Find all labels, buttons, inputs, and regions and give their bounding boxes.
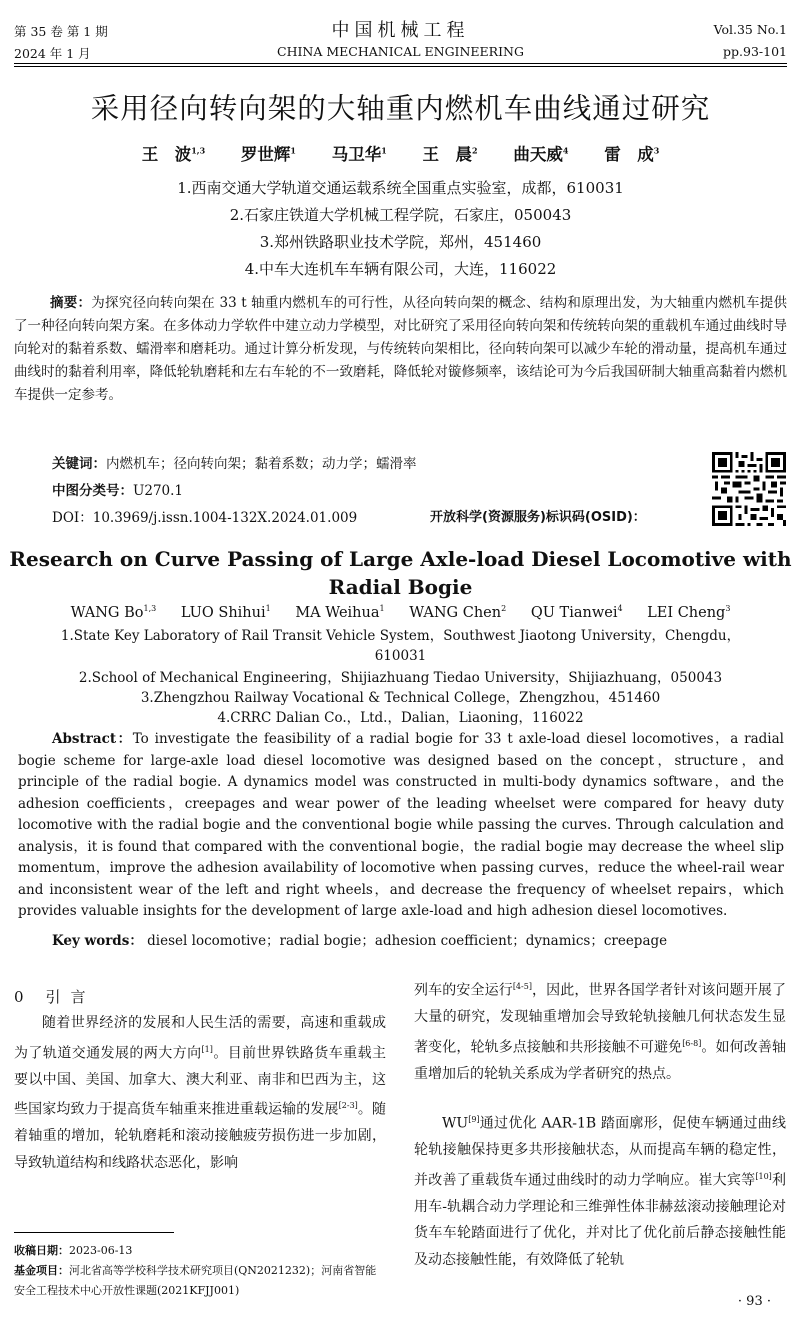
header-date-cn: 2024 年 1 月 [14,46,91,61]
author-en: WANG Chen$^2$ [409,604,507,621]
author-cn: 王 晨$^2$ [422,145,478,164]
affiliation-en: 4.CRRC Dalian Co.，Ltd.，Dalian，Liaoning，116022 [217,710,584,726]
received-date: 收稿日期：2023-06-13 [14,1244,133,1257]
author-en: LEI Cheng$^3$ [647,604,731,621]
paper-title-en: Research on Curve Passing of Large Axle-load Diesel Locomotive with Radial Bogie [9,547,792,599]
section-heading: 0 引言 [14,988,96,1006]
affiliation-en: 3.Zhengzhou Railway Vocational & Technical College，Zhengzhou，451460 [140,690,661,706]
osid-label: 开放科学(资源服务)标识码(OSID)： [430,510,646,525]
abstract-en-text: To investigate the feasibility of a radial bogie for 33 t axle-load diesel locomotives，a radial bogie scheme for large-axle load diesel locomotive was designed based on the concept，structure，and principle of the radial bogie. A dynamics model was constructed in multi-body dynamics software，and the adhesion coefficients，creepages and wear power of the leading wheelset were compared for heavy duty locomotive with the radial bogie and the conventional bogie while passing the curves. Through calculation and analysis，it is found that compared with the conventional bogie，the radial bogie may decrease the wheel slip momentum，improve the adhesion availability of locomotive when passing curves，reduce the wheel-rail wear and inconsistent wear of the left and right wheels，and decrease the frequency of wheelset repairs，which provides valuable insights for the development of large axle-load and high adhesion diesel locomotives. [18,731,784,919]
author-cn: 雷 成$^3$ [604,145,660,164]
header-rule-bottom [14,66,787,67]
body-paragraph: 随着世界经济的发展和人民生活的需要，高速和重载成为了轨道交通发展的两大方向[1]。目前世界铁路货车重载主要以中国、美国、加拿大、澳大利亚、南非和巴西为主，这些国家均致力于提高货车轴重来推进重载运输的发展[2-3]。随着轴重的增加，轮轨磨耗和滚动接触疲劳损伤进一步加剧，导致轨道结构和线路状态恶化，影响 [14,1015,387,1171]
author-cn: 曲天威$^4$ [513,145,569,164]
header-volume-cn: 第 35 卷 第 1 期 [14,24,108,39]
affiliation-cn: 3.郑州铁路职业技术学院，郑州，451460 [259,233,542,251]
keywords-cn: 关键词：内燃机车；径向转向架；黏着系数；动力学；蠕滑率 [52,456,417,472]
author-cn: 罗世辉$^1$ [240,145,296,164]
header-rule-top [14,63,787,64]
author-en: LUO Shihui$^1$ [180,604,271,621]
keywords-en: Key words： diesel locomotive；radial bogie；adhesion coefficient；dynamics；creepage [52,933,668,949]
authors-cn [0,141,801,165]
affiliation-en: 2.School of Mechanical Engineering，Shijiazhuang Tiedao University，Shijiazhuang，050043 [78,670,723,686]
author-en: MA Weihua$^1$ [295,604,385,621]
affiliation-cn: 4.中车大连机车车辆有限公司，大连，116022 [244,260,557,278]
abstract-cn [14,292,787,407]
abstract-en-label: Abstract： [52,731,133,747]
author-cn: 马卫华$^1$ [331,145,387,164]
authors-en [0,604,801,621]
body-paragraph: WU[9]通过优化 AAR-1B 踏面廓形，促使车辆通过曲线轮轨接触保持更多共形接触状态，从而提高车辆的稳定性，并改善了重载货车通过曲线时的动力学响应。崔大宾等[10]利用车-轨耦合动力学理论和三维弹性体非赫兹滚动接触理论对货车车轮踏面进行了优化，并对比了优化前后静态接触性能及动态接触性能，有效降低了轮轨 [414,1115,787,1268]
footnote-rule [14,1232,174,1233]
abstract-cn-label: 摘要： [50,295,92,311]
page-number: · 93 · [737,1294,771,1309]
author-en: WANG Bo$^{1,3}$ [70,604,157,621]
affiliation-cn: 1.西南交通大学轨道交通运载系统全国重点实验室，成都，610031 [177,179,624,197]
body-paragraph: 列车的安全运行[4-5]，因此，世界各国学者针对该问题开展了大量的研究，发现轴重增加会导致轮轨接触几何状态发生显著变化，轮轨多点接触和共形接触不可避免[6-8]。如何改善轴重增加后的轮轨关系成为学者研究的热点。 [414,982,787,1082]
author-cn: 王 波$^{1,3}$ [141,145,206,164]
header-volume-en: Vol.35 No.1 [713,22,787,37]
journal-name-cn: 中国机械工程 [331,20,470,41]
affiliation-cn: 2.石家庄铁道大学机械工程学院，石家庄，050043 [229,206,572,224]
abstract-en [18,729,784,923]
abstract-cn-text: 为探究径向转向架在 33 t 轴重内燃机车的可行性，从径向转向架的概念、结构和原理出发，为大轴重内燃机车提供了一种径向转向架方案。在多体动力学软件中建立动力学模型，对比研究了采用径向转向架和传统转向架的重载机车通过曲线时导向轮对的黏着系数、蠕滑率和磨耗功。通过计算分析发现，与传统转向架相比，径向转向架可以减少车轮的滑动量，提高机车通过曲线时的黏着利用率，降低轮轨磨耗和左右车轮的不一致磨耗，降低轮对镟修频率，该结论可为今后我国研制大轴重高黏着内燃机车提供一定参考。 [14,295,788,403]
fund-info: 基金项目：河北省高等学校科学技术研究项目(QN2021232)；河南省智能安全工程技术中心开放性课题(2021KFJJ001) [14,1264,377,1297]
journal-name-en: CHINA MECHANICAL ENGINEERING [277,44,524,59]
qr-code-icon[interactable] [712,452,786,526]
header-pages: pp.93-101 [723,44,787,59]
paper-title-cn: 采用径向转向架的大轴重内燃机车曲线通过研究 [90,92,711,125]
affiliation-en: 1.State Key Laboratory of Rail Transit Vehicle System，Southwest Jiaotong University，Chengdu，610031 [60,628,741,664]
author-en: QU Tianwei$^4$ [530,604,623,621]
footnote [14,1241,386,1301]
clc-number: 中图分类号：U270.1 [52,483,184,499]
doi: DOI：10.3969/j.issn.1004-132X.2024.01.009 [52,510,358,526]
